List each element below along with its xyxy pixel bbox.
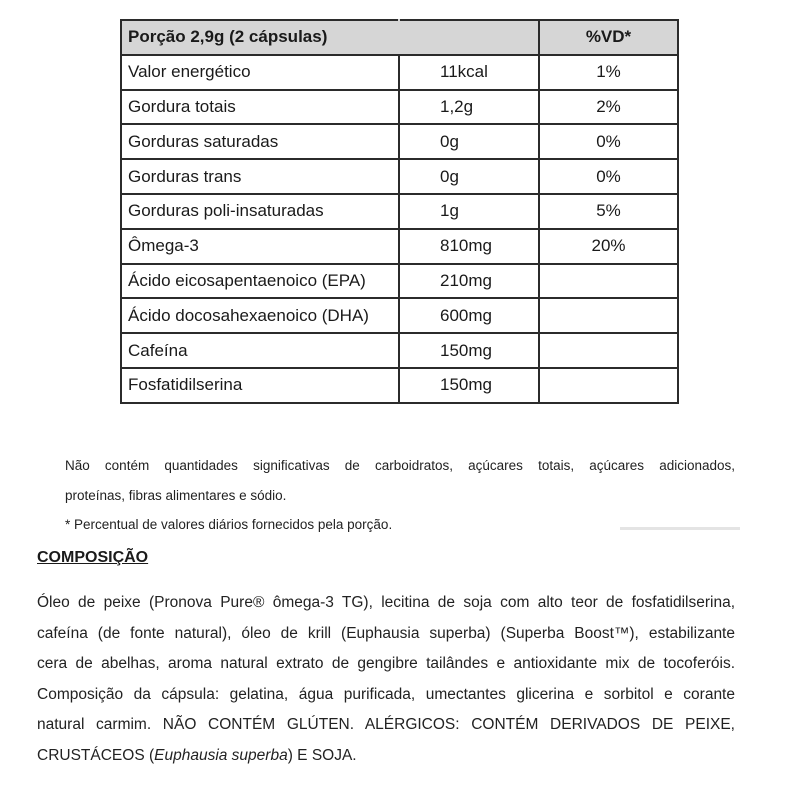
composition-line: cafeína (de fonte natural), óleo de krill (Euphausia superba) (Superba Boost™), estabilizante (37, 624, 735, 642)
nutrient-name: Gorduras trans (121, 159, 399, 194)
composition-line: natural carmim. NÃO CONTÉM GLÚTEN. ALÉRGICOS: CONTÉM DERIVADOS DE PEIXE, (37, 716, 735, 733)
nutrient-amount: 150mg (399, 368, 539, 403)
nutrient-name: Gorduras saturadas (121, 124, 399, 159)
nutrient-amount: 150mg (399, 333, 539, 368)
nutrient-amount: 0g (399, 124, 539, 159)
nutrient-daily-value: 1% (539, 55, 678, 90)
table-row (121, 159, 678, 194)
nutrient-daily-value: 0% (539, 159, 678, 194)
table-row (121, 55, 678, 90)
composition-line: Óleo de peixe (Pronova Pure® ômega-3 TG), lecitina de soja com alto teor de fosfatidilserina, (37, 594, 735, 611)
species-name: Euphausia superba (154, 746, 288, 764)
composition-line (37, 741, 735, 772)
nutrient-daily-value: 5% (539, 194, 678, 229)
table-row (121, 368, 678, 403)
composition-line: cera de abelhas, aroma natural extrato de gengibre tailândes e antioxidante mix de tocoferóis. (37, 655, 735, 672)
serving-size-header: Porção 2,9g (2 cápsulas) (121, 20, 399, 55)
disclaimer-line-1: Não contém quantidades significativas de carboidratos, açúcares totais, açúcares adicionados, (65, 458, 735, 473)
table-row (121, 229, 678, 264)
amount-header (399, 20, 539, 55)
nutrient-name: Ômega-3 (121, 229, 399, 264)
composition-text (37, 588, 735, 771)
table-row (121, 194, 678, 229)
nutrient-daily-value (539, 298, 678, 333)
divider (620, 527, 740, 530)
nutrient-amount: 210mg (399, 264, 539, 299)
nutrient-daily-value (539, 333, 678, 368)
table-row (121, 298, 678, 333)
composition-last-suffix: ) E SOJA. (287, 746, 357, 764)
nutrient-amount: 1,2g (399, 90, 539, 125)
nutrient-amount: 11kcal (399, 55, 539, 90)
nutrient-daily-value: 20% (539, 229, 678, 264)
daily-value-header: %VD* (539, 20, 678, 55)
nutrient-name: Fosfatidilserina (121, 368, 399, 403)
nutrient-amount: 0g (399, 159, 539, 194)
nutrient-name: Cafeína (121, 333, 399, 368)
nutrient-name: Gordura totais (121, 90, 399, 125)
table-header-row (121, 20, 678, 55)
table-row (121, 124, 678, 159)
nutrient-daily-value: 2% (539, 90, 678, 125)
nutrient-name: Ácido docosahexaenoico (DHA) (121, 298, 399, 333)
nutrient-name: Gorduras poli-insaturadas (121, 194, 399, 229)
table-row (121, 264, 678, 299)
nutrient-daily-value (539, 264, 678, 299)
nutrient-amount: 1g (399, 194, 539, 229)
nutrient-daily-value: 0% (539, 124, 678, 159)
nutrient-name: Ácido eicosapentaenoico (EPA) (121, 264, 399, 299)
nutrient-name: Valor energético (121, 55, 399, 90)
nutrient-amount: 810mg (399, 229, 539, 264)
nutrition-table (120, 19, 679, 404)
disclaimer-line-2: proteínas, fibras alimentares e sódio. (65, 488, 287, 503)
daily-value-footnote: * Percentual de valores diários fornecidos pela porção. (65, 517, 393, 532)
composition-last-prefix: CRUSTÁCEOS ( (37, 746, 155, 764)
nutrient-daily-value (539, 368, 678, 403)
composition-line: Composição da cápsula: gelatina, água purificada, umectantes glicerina e sorbitol e corante (37, 685, 735, 703)
nutrient-amount: 600mg (399, 298, 539, 333)
table-row (121, 333, 678, 368)
composition-title: COMPOSIÇÃO (37, 549, 149, 566)
table-row (121, 90, 678, 125)
